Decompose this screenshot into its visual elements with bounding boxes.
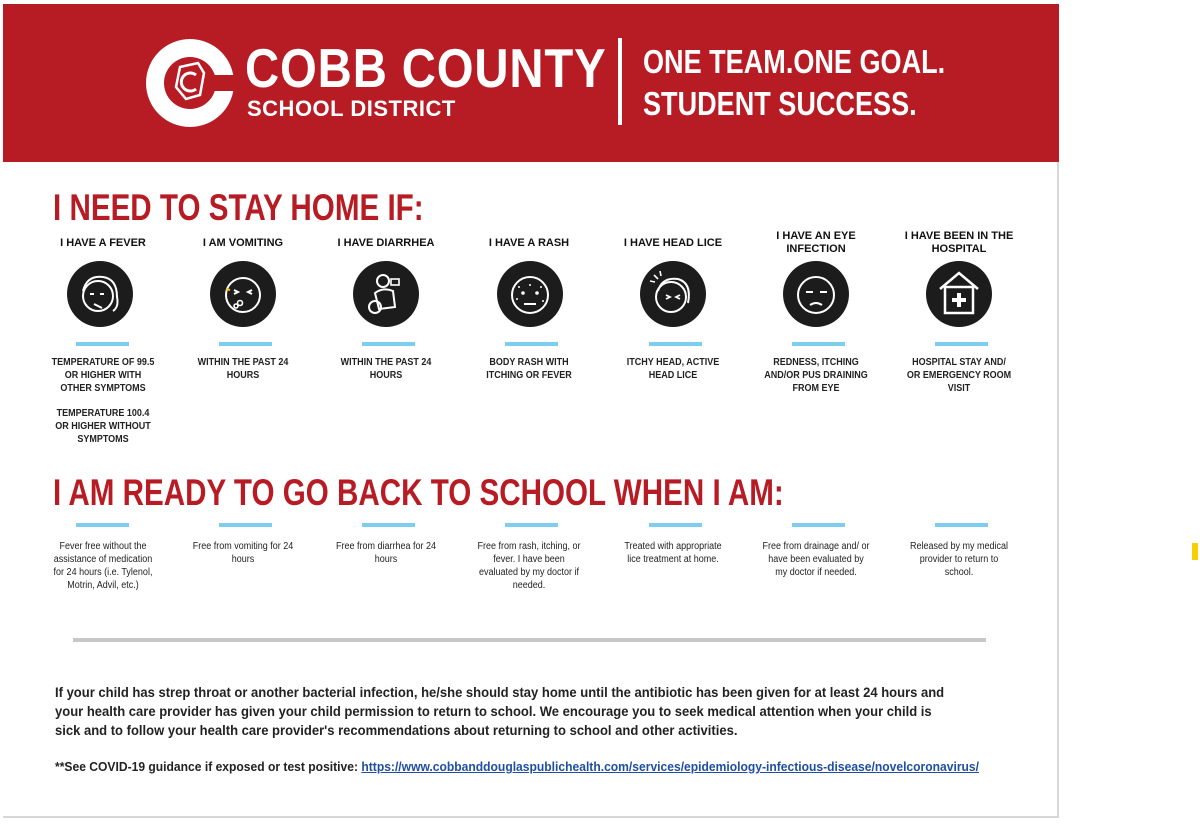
divider-bar: [362, 342, 415, 346]
col-head-fever: I HAVE A FEVER: [60, 237, 146, 249]
desc-fever-2: TEMPERATURE 100.4 OR HIGHER WITHOUT SYMPTOMS: [55, 408, 151, 445]
divider-bar: [792, 342, 845, 346]
ready-diarrhea: Free from diarrhea for 24 hours: [335, 541, 437, 565]
fever-face-icon: [67, 261, 133, 327]
back-to-school-title: I AM READY TO GO BACK TO SCHOOL WHEN I AM:: [53, 472, 784, 513]
col-head-eye-infection: I HAVE AN EYE INFECTION: [776, 230, 856, 255]
covid-guidance-link[interactable]: https://www.cobbanddouglaspublichealth.com/services/epidemiology-infectious-disease/novelcoronavirus/: [361, 759, 979, 774]
hospital-icon: [926, 261, 992, 327]
divider-bar: [505, 523, 558, 527]
brand-subtitle: SCHOOL DISTRICT: [247, 96, 456, 121]
col-head-rash: I HAVE A RASH: [488, 237, 570, 249]
bathroom-person-icon: [353, 261, 419, 327]
col-head-vomiting: I AM VOMITING: [202, 237, 284, 249]
divider-bar: [649, 342, 702, 346]
eye-infection-face-icon: [783, 261, 849, 327]
slogan-line-2: STUDENT SUCCESS.: [643, 85, 917, 122]
yellow-marker: [1192, 543, 1198, 560]
flyer-page: [3, 4, 1059, 818]
desc-fever-1: TEMPERATURE OF 99.5 OR HIGHER WITH OTHER SYMPTOMS: [51, 357, 155, 394]
col-head-lice: I HAVE HEAD LICE: [623, 237, 723, 249]
ready-eye-infection: Free from drainage and/ or have been evaluated by my doctor if needed.: [762, 541, 870, 578]
divider-bar: [935, 342, 988, 346]
ready-fever: Fever free without the assistance of medication for 24 hours (i.e. Tylenol, Motrin, Advil, etc.): [53, 541, 153, 591]
section-rule: [73, 638, 986, 642]
desc-eye-infection: REDNESS, ITCHING AND/OR PUS DRAINING FROM EYE: [764, 357, 868, 394]
divider-bar: [219, 342, 272, 346]
divider-bar: [219, 523, 272, 527]
divider-bar: [505, 342, 558, 346]
desc-lice: ITCHY HEAD, ACTIVE HEAD LICE: [626, 357, 720, 381]
ready-hospital: Released by my medical provider to return to school.: [909, 541, 1009, 578]
ready-vomiting: Free from vomiting for 24 hours: [192, 541, 294, 565]
col-head-hospital: I HAVE BEEN IN THE HOSPITAL: [904, 230, 1014, 255]
slogan-line-1: ONE TEAM.ONE GOAL.: [643, 43, 946, 80]
divider-bar: [362, 523, 415, 527]
header-divider: [618, 38, 622, 125]
brand-title: COBB COUNTY: [245, 37, 607, 99]
strep-throat-paragraph: If your child has strep throat or another bacterial infection, he/she should stay home until the antibiotic has been given for at least 24 hours and your health care provider has given your child permission to return to school. We encourage you to seek medical attention when your child is sick and to follow your health care provider's recommendations about returning to school and other activities.: [55, 684, 945, 738]
desc-hospital: HOSPITAL STAY AND/ OR EMERGENCY ROOM VISIT: [906, 357, 1012, 394]
divider-bar: [76, 523, 129, 527]
vomiting-face-icon: [210, 261, 276, 327]
header-banner: [3, 4, 1059, 162]
cobb-logo-icon: [146, 39, 234, 127]
head-lice-icon: [640, 261, 706, 327]
divider-bar: [649, 523, 702, 527]
desc-vomiting: WITHIN THE PAST 24 HOURS: [197, 357, 289, 381]
divider-bar: [935, 523, 988, 527]
covid-guidance-line: [55, 759, 979, 774]
desc-diarrhea: WITHIN THE PAST 24 HOURS: [340, 357, 432, 381]
ready-lice: Treated with appropriate lice treatment at home.: [624, 541, 722, 565]
ready-rash: Free from rash, itching, or fever. I have been evaluated by my doctor if needed.: [477, 541, 581, 591]
col-head-diarrhea: I HAVE DIARRHEA: [337, 237, 435, 249]
stay-home-title: I NEED TO STAY HOME IF:: [53, 187, 424, 228]
covid-label: **See COVID-19 guidance if exposed or test positive:: [55, 759, 362, 774]
desc-rash: BODY RASH WITH ITCHING OR FEVER: [486, 357, 572, 381]
divider-bar: [792, 523, 845, 527]
rash-face-icon: [497, 261, 563, 327]
divider-bar: [76, 342, 129, 346]
